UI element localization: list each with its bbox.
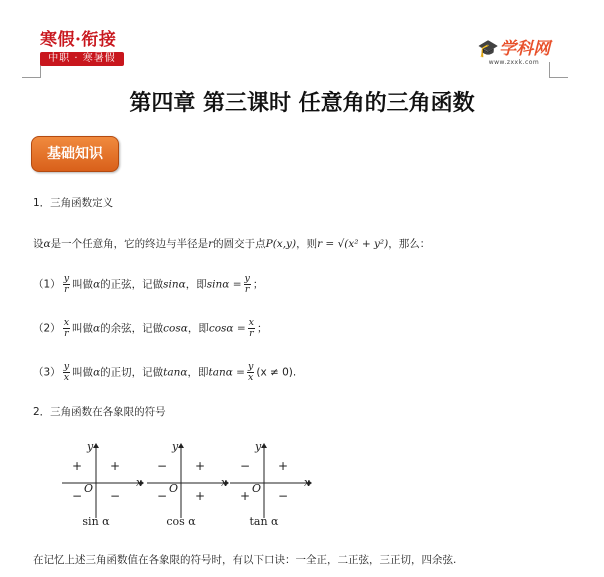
quadrant-1-sign: + — [278, 459, 289, 473]
origin-label: O — [84, 482, 94, 495]
axes-icon — [145, 440, 229, 520]
logo-main-text: 寒假·衔接 — [40, 30, 117, 50]
winter-bridge-logo — [40, 30, 140, 66]
section-badge: 基础知识 — [31, 136, 119, 172]
y-axis-label: y — [255, 440, 262, 453]
page-title: 第四章 第三课时 任意角的三角函数 — [129, 90, 475, 116]
section-1-heading: 1．三角函数定义 — [33, 197, 114, 209]
quadrant-3-sign: − — [157, 489, 168, 503]
radius-formula: r = √(x² + y²) — [317, 238, 389, 250]
crop-mark — [550, 77, 568, 78]
axes-icon — [228, 440, 312, 520]
logo-sub-text: 中职 · 寒暑假 — [40, 52, 124, 66]
zxxk-url: www.zxxk.com — [488, 59, 540, 66]
quadrant-2-sign: − — [240, 459, 251, 473]
quadrant-4-sign: − — [278, 489, 289, 503]
quadrant-1-sign: + — [110, 459, 121, 473]
definition-item-cosine: （2） $\frac{x}{r}$ 叫做α的余弦，记做cosα，即cosα = $\frac{x}{r}$ ； — [33, 317, 268, 339]
graduation-cap-icon: 🎓 — [477, 39, 500, 59]
x-axis-label: x — [304, 476, 311, 489]
x-axis-label: x — [136, 476, 143, 489]
quadrant-4-sign: − — [110, 489, 121, 503]
definition-item-sine: （1） $\frac{y}{r}$ 叫做α的正弦，记做sinα，即sinα = $\frac{y}{r}$ ； — [33, 273, 264, 295]
y-axis-label: y — [87, 440, 94, 453]
section-2-heading: 2．三角函数在各象限的符号 — [33, 406, 166, 418]
quadrant-2-sign: − — [157, 459, 168, 473]
x-axis-label: x — [221, 476, 228, 489]
origin-label: O — [252, 482, 262, 495]
mnemonic-line: 在记忆上述三角函数值在各象限的符号时，有以下口诀：一全正，二正弦，三正切，四余弦. — [33, 554, 457, 566]
axes-icon — [60, 440, 144, 520]
quadrant-4-sign: + — [195, 489, 206, 503]
quadrant-2-sign: + — [72, 459, 83, 473]
definition-item-tangent: （3） $\frac{y}{x}$ 叫做α的正切，记做tanα，即tanα = $\frac{y}{x}$ (x ≠ 0). — [33, 361, 297, 383]
zxxk-logo — [474, 34, 554, 66]
origin-label: O — [169, 482, 179, 495]
definition-intro: 设α是一个任意角，它的终边与半径是r的圆交于点P(x,y)，则r = √(x² + y²)，那么： — [33, 238, 431, 250]
caption-sin: sin α — [82, 515, 110, 528]
zxxk-brand: 🎓学科网 — [477, 39, 551, 59]
quadrant-3-sign: − — [72, 489, 83, 503]
crop-mark — [22, 77, 40, 78]
quadrant-3-sign: + — [240, 489, 251, 503]
quadrant-1-sign: + — [195, 459, 206, 473]
y-axis-label: y — [172, 440, 179, 453]
caption-cos: cos α — [166, 515, 196, 528]
caption-tan: tan α — [249, 515, 279, 528]
